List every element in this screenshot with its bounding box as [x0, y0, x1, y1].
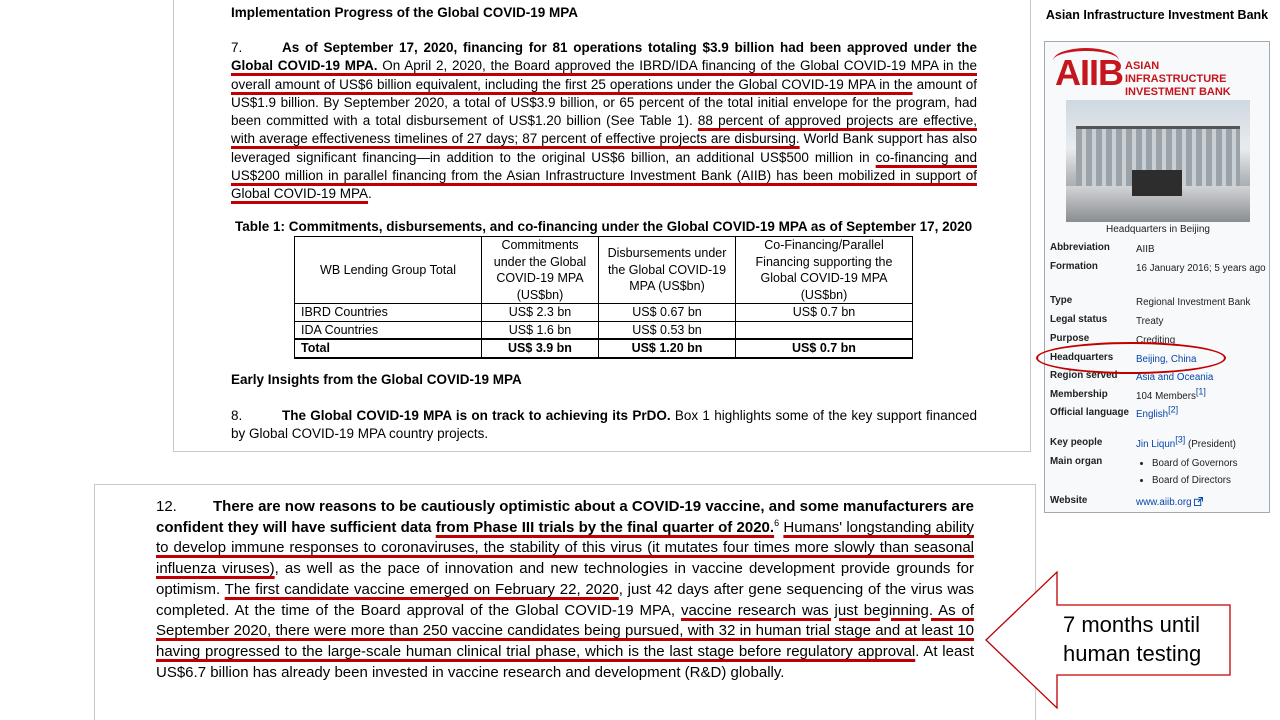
table-cell: IDA Countries	[295, 321, 482, 339]
table-row	[295, 304, 913, 322]
underlined-text: The first candidate vaccine emerged on February 22, 2020	[224, 580, 619, 598]
citation-link[interactable]: [1]	[1195, 386, 1206, 397]
row-key: Formation	[1050, 261, 1098, 272]
table-cell: US$ 0.67 bn	[599, 304, 736, 322]
table-cell: Total	[295, 339, 482, 358]
paragraph-text: , just 42 days after gene sequencing of the virus was completed. At the time of the Board approval of the Global COVID-19 MPA,	[156, 580, 975, 619]
paragraph-number: 7.	[231, 40, 243, 55]
table-title: Table 1: Commitments, disbursements, and co-financing under the Global COVID-19 MPA as of September 17, 2020	[235, 219, 973, 234]
paragraph-text: . At least US$6.7 billion has already been invested in vaccine research and development (R&D) globally.	[156, 642, 974, 681]
paragraph-lead: As of September 17, 2020, financing for 81 operations totaling $3.9 billion had been approved under the	[282, 40, 977, 55]
table-header: WB Lending Group Total	[295, 237, 482, 304]
row-key: Headquarters	[1050, 352, 1114, 363]
external-link-icon[interactable]	[1194, 497, 1203, 506]
row-value: 16 January 2016; 5 years ago	[1136, 263, 1266, 274]
row-value: AIIB	[1136, 244, 1155, 255]
infobox-title: Asian Infrastructure Investment Bank	[1045, 8, 1269, 22]
paragraph-text: amount of US$1.9 billion. By September 2020, a total of US$3.9 billion, or 65 percent of the total initial envelope for the program, had been committed with a total disbursement of US$1.20 billion (See Table 1).	[231, 76, 977, 129]
row-value	[1136, 495, 1266, 510]
underlined-text: 88 percent of approved projects are effective, with average effectiveness timelines of 27 days; 87 percent of effective projects are disbursing.	[231, 113, 977, 147]
headquarters-highlight-circle	[1036, 342, 1226, 374]
table-cell: US$ 0.7 bn	[736, 339, 913, 358]
paragraph-lead-underlined: Global COVID-19 MPA.	[231, 58, 378, 74]
table-total-row	[295, 339, 913, 358]
region-link[interactable]: Asia and Oceania	[1136, 372, 1214, 383]
key-person-link[interactable]: Jin Liqun	[1136, 439, 1176, 450]
paragraph-text: Box 1 highlights some of the key support financed by Global COVID-19 MPA country projects.	[231, 408, 978, 442]
callout-text: 7 months until human testing	[1063, 612, 1202, 666]
table-cell: US$ 3.9 bn	[482, 339, 599, 358]
row-key: Website	[1050, 495, 1088, 506]
paragraph-number: 12.	[156, 498, 177, 515]
citation-link[interactable]: [2]	[1168, 404, 1179, 415]
table-row	[295, 321, 913, 339]
sign-shape	[1132, 170, 1182, 196]
photo-caption: Headquarters in Beijing	[1106, 224, 1210, 235]
row-key: Type	[1050, 295, 1073, 306]
headquarters-link[interactable]: Beijing, China	[1136, 354, 1197, 365]
table-cell: US$ 2.3 bn	[482, 304, 599, 322]
paragraph-7	[231, 39, 977, 204]
row-value: Regional Investment Bank	[1136, 297, 1251, 308]
list-item: • Board of Governors	[1152, 456, 1266, 473]
table-cell: US$ 0.7 bn	[736, 304, 913, 322]
paragraph-text: World Bank support has also leveraged significant financing—in addition to the original US$6 billion, an additional US$500 million in	[231, 131, 978, 165]
table-cell: US$ 1.6 bn	[482, 321, 599, 339]
headquarters-photo[interactable]	[1066, 100, 1250, 222]
row-value	[1136, 404, 1266, 422]
row-value	[1136, 434, 1266, 452]
row-key: Main organ	[1050, 456, 1103, 467]
row-key: Region served	[1050, 370, 1118, 381]
row-value: Crediting	[1136, 335, 1176, 346]
aiib-logo	[1053, 48, 1263, 96]
section-heading: Implementation Progress of the Global COVID-19 MPA	[231, 5, 579, 20]
table-header-row	[295, 237, 913, 304]
row-key: Purpose	[1050, 333, 1090, 344]
paragraph-lead: The Global COVID-19 MPA is on track to achieving its PrDO.	[282, 408, 671, 423]
row-key: Abbreviation	[1050, 242, 1110, 253]
membership-value: 104 Members	[1136, 391, 1196, 402]
list-item: • Board of Directors	[1152, 473, 1266, 490]
citation-link[interactable]: [3]	[1175, 434, 1186, 445]
underlined-text: co-financing and US$200 million in parallel financing from the Asian Infrastructure Investment Bank (AIIB) has been mobilized in support of Global COVID-19 MPA	[231, 149, 977, 202]
row-key: Membership	[1050, 389, 1108, 400]
table-header: Disbursements under the Global COVID-19 MPA (US$bn)	[599, 237, 736, 304]
table-header: Commitments under the Global COVID-19 MPA (US$bn)	[482, 237, 599, 304]
financing-table	[294, 236, 913, 359]
table-cell: US$ 0.53 bn	[599, 321, 736, 339]
paragraph-8	[231, 407, 977, 444]
section-heading: Early Insights from the Global COVID-19 MPA	[231, 372, 522, 387]
paragraph-text: , as well as the pace of innovation and new technologies in vaccine development provide grounds for optimism.	[156, 560, 974, 598]
underlined-text: On April 2, 2020, the Board approved the IBRD/IDA financing of the Global COVID-19 MPA in the overall amount of US$6 billion equivalent, including the first 25 operations under the Global COVID-19 MPA in the	[231, 58, 977, 92]
table-cell	[736, 321, 913, 339]
paragraph-text: .	[368, 186, 372, 202]
table-cell: IBRD Countries	[295, 304, 482, 322]
aiib-infobox	[1044, 41, 1270, 513]
logo-text: ASIAN INFRASTRUCTURE INVESTMENT BANK	[1125, 60, 1231, 98]
top-document-excerpt	[173, 0, 1031, 452]
underlined-text: Humans' longstanding ability to develop immune responses to coronaviruses, the stability of this virus (it mutates four times more slowly than seasonal influenza viruses)	[156, 518, 974, 578]
paragraph-number: 8.	[231, 408, 243, 423]
row-value: Treaty	[1136, 316, 1164, 327]
logo-mark: AIIB	[1055, 52, 1123, 93]
key-person-role: (President)	[1185, 439, 1236, 450]
underlined-text: vaccine research was just beginning. As of September 2020, there were more than 250 vaccine candidates being pursued, with 32 in human trial stage and at least 10 having progressed to the large-scale human clinical trial phase, which is the last stage before regulatory approval	[156, 601, 975, 660]
row-key: Key people	[1050, 437, 1103, 448]
paragraph-12	[156, 497, 974, 683]
table-cell: US$ 1.20 bn	[599, 339, 736, 358]
row-key: Official language	[1050, 407, 1129, 418]
footnote-marker: 6	[774, 517, 780, 528]
bottom-document-excerpt	[94, 484, 1036, 720]
table-header: Co-Financing/Parallel Financing supporting the Global COVID-19 MPA (US$bn)	[736, 237, 913, 304]
main-organ-list	[1136, 456, 1266, 489]
paragraph-lead-underlined: from Phase III trials by the final quarter of 2020.	[435, 518, 775, 536]
paragraph-lead: There are now reasons to be cautiously optimistic about a COVID-19 vaccine, and some manufacturers are confident they will have sufficient data	[156, 498, 974, 536]
row-value	[1136, 456, 1266, 489]
website-link[interactable]: www.aiib.org	[1136, 497, 1192, 508]
row-value	[1136, 386, 1266, 404]
row-key: Legal status	[1050, 314, 1108, 325]
language-link[interactable]: English	[1136, 409, 1169, 420]
